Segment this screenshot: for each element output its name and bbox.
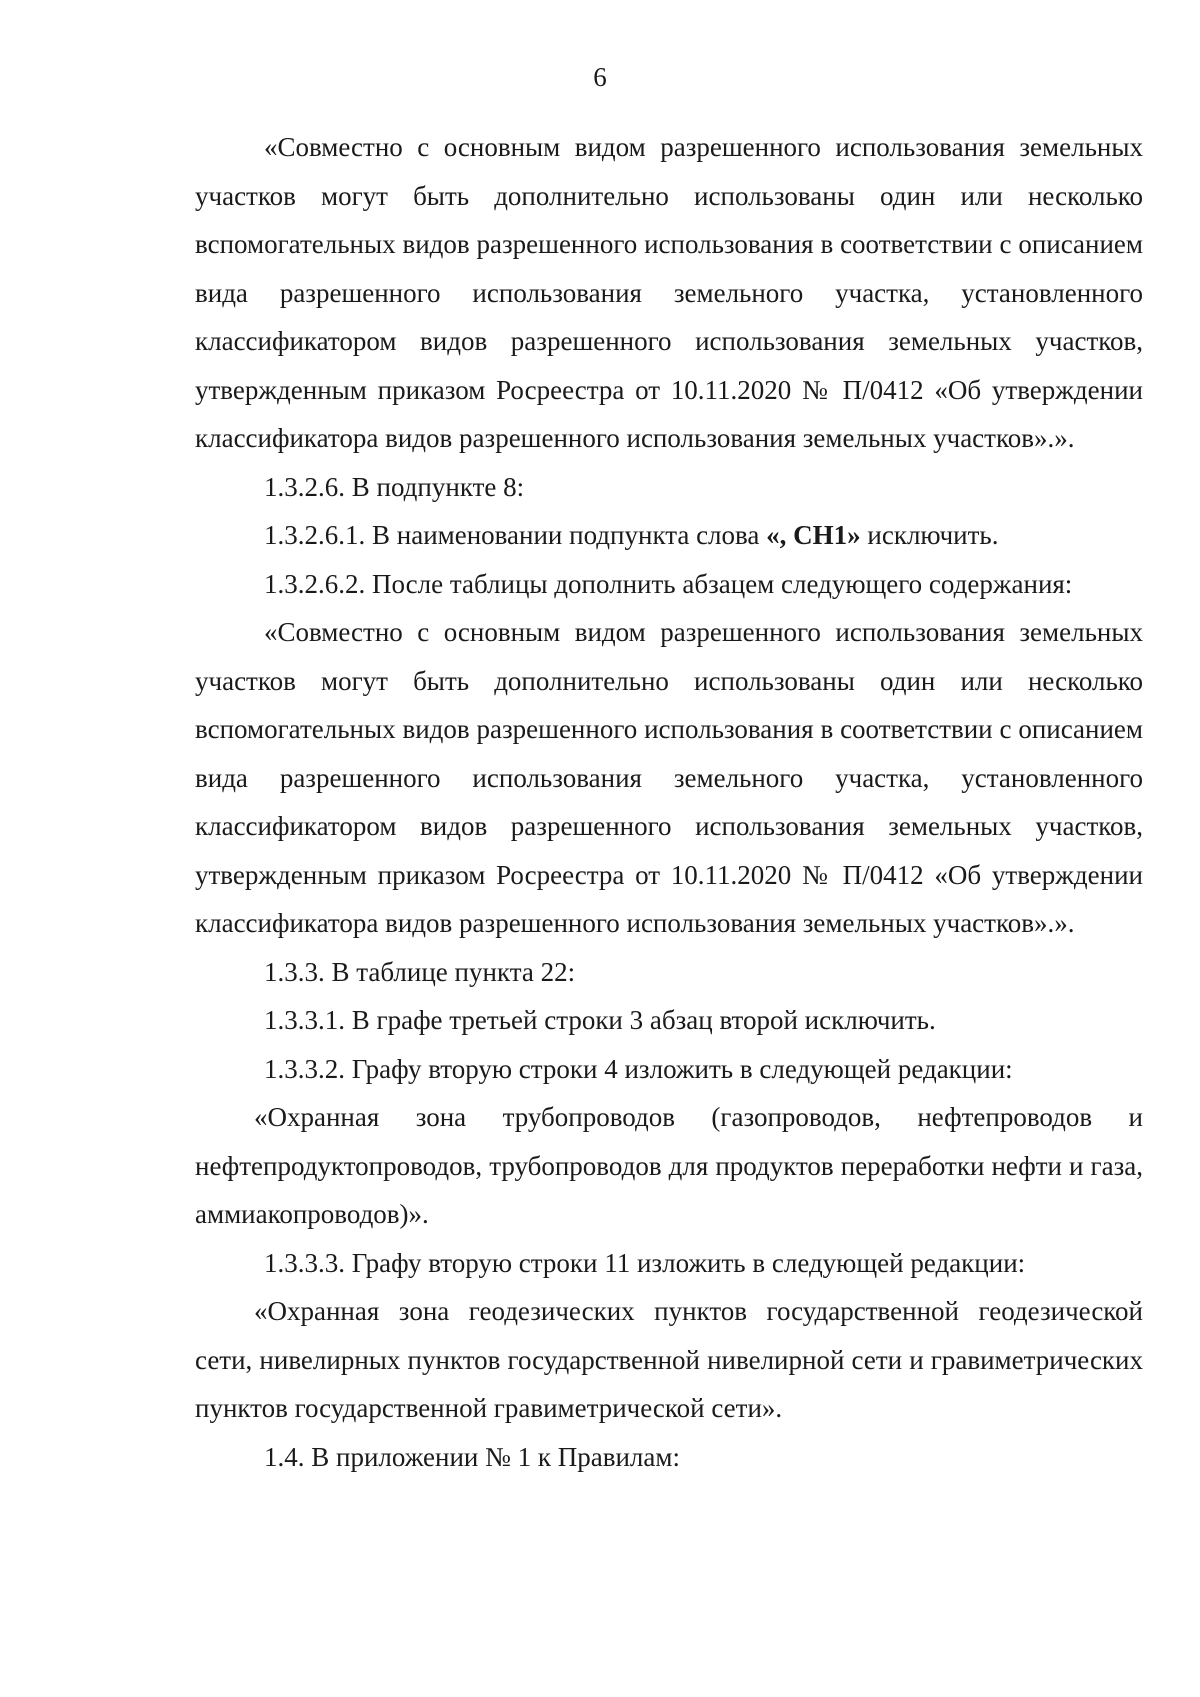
paragraph-1-3-2-6-1-text-after: исключить. — [860, 520, 999, 550]
paragraph-1-3-2-6-1-bold-term: «, СН1» — [766, 520, 861, 550]
paragraph-quote-pipeline-zone: «Охранная зона трубопроводов (газопроводов, нефтепроводов и нефтепродуктопроводов, трубопроводов для продуктов переработки нефти и газа, аммиакопроводов)». — [195, 1102, 1143, 1229]
paragraph-1-3-2-6-1 — [195, 511, 1143, 560]
page-number: 6 — [593, 62, 607, 92]
paragraph-quote-geodetic-zone: «Охранная зона геодезических пунктов государственной геодезической сети, нивелирных пунктов государственной нивелирной сети и гравиметрических пунктов государственной гравиметрической сети». — [195, 1296, 1143, 1423]
paragraph-1-3-2-6-2: 1.3.2.6.2. После таблицы дополнить абзацем следующего содержания: — [264, 568, 1073, 599]
paragraph-1-3-2-6: 1.3.2.6. В подпункте 8: — [264, 471, 525, 502]
paragraph-1-3-3-2: 1.3.3.2. Графу вторую строки 4 изложить в следующей редакции: — [264, 1053, 1013, 1084]
paragraph-quote-auxiliary-use-1: «Совместно с основным видом разрешенного использования земельных участков могут быть дополнительно использованы один или несколько вспомогательных видов разрешенного использования в соответствии с описанием вида разрешенного использования земельного участка, установленного классификатором видов разрешенного использования земельных участков, утвержденным приказом Росреестра от 10.11.2020 № П/0412 «Об утверждении классификатора видов разрешенного использования земельных участков».». — [195, 132, 1143, 453]
paragraph-1-3-3: 1.3.3. В таблице пункта 22: — [264, 956, 576, 987]
document-body — [195, 123, 1143, 1481]
paragraph-1-3-3-3: 1.3.3.3. Графу вторую строки 11 изложить в следующей редакции: — [264, 1247, 1026, 1278]
paragraph-1-4: 1.4. В приложении № 1 к Правилам: — [264, 1441, 680, 1472]
paragraph-1-3-2-6-1-text-before: 1.3.2.6.1. В наименовании подпункта слова — [264, 520, 767, 550]
paragraph-quote-auxiliary-use-2: «Совместно с основным видом разрешенного использования земельных участков могут быть дополнительно использованы один или несколько вспомогательных видов разрешенного использования в соответствии с описанием вида разрешенного использования земельного участка, установленного классификатором видов разрешенного использования земельных участков, утвержденным приказом Росреестра от 10.11.2020 № П/0412 «Об утверждении классификатора видов разрешенного использования земельных участков».». — [195, 617, 1143, 938]
paragraph-1-3-3-1: 1.3.3.1. В графе третьей строки 3 абзац второй исключить. — [264, 1005, 936, 1035]
